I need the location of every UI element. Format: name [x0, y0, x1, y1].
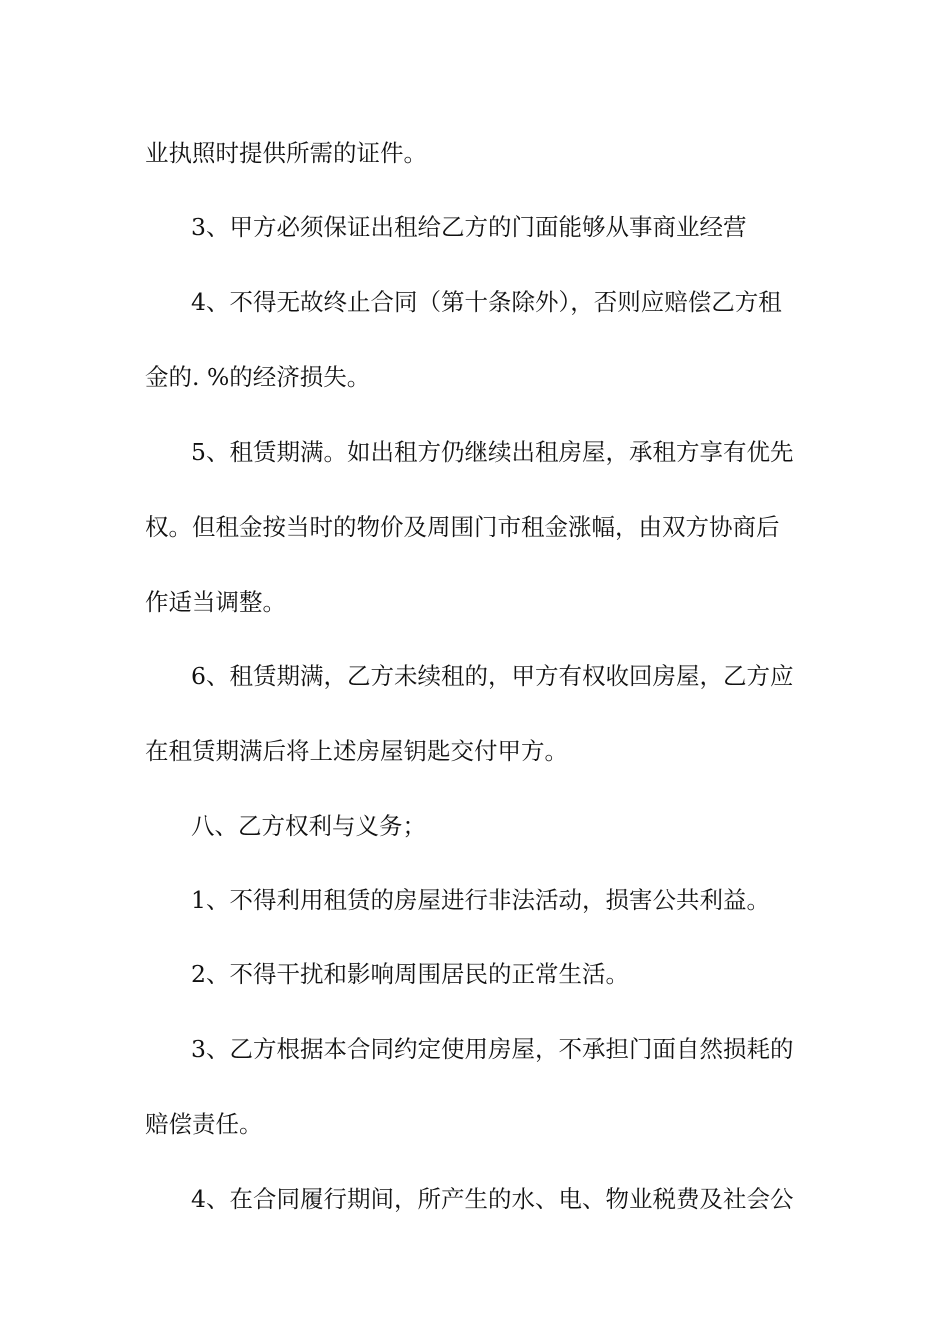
text-line: 赔偿责任。: [145, 1110, 263, 1138]
text-line: 在租赁期满后将上述房屋钥匙交付甲方。: [145, 737, 568, 765]
text-line: 4、在合同履行期间，所产生的水、电、物业税费及社会公: [191, 1185, 794, 1213]
text-line: 金的. %的经济损失。: [145, 363, 371, 391]
text-line: 2、不得干扰和影响周围居民的正常生活。: [191, 960, 629, 988]
text-line: 5、租赁期满。如出租方仍继续出租房屋，承租方享有优先: [191, 438, 794, 466]
text-line: 权。但租金按当时的物价及周围门市租金涨幅，由双方协商后: [145, 513, 780, 541]
text-line: 4、不得无故终止合同（第十条除外），否则应赔偿乙方租: [191, 288, 782, 316]
text-line: 作适当调整。: [145, 588, 286, 616]
text-line: 业执照时提供所需的证件。: [145, 139, 427, 167]
text-line: 6、租赁期满，乙方未续租的，甲方有权收回房屋，乙方应: [191, 662, 794, 690]
text-line: 3、乙方根据本合同约定使用房屋，不承担门面自然损耗的: [191, 1035, 794, 1063]
text-line: 1、不得利用租赁的房屋进行非法活动，损害公共利益。: [191, 886, 770, 914]
section-heading: 八、乙方权利与义务；: [191, 812, 426, 840]
text-line: 3、甲方必须保证出租给乙方的门面能够从事商业经营: [191, 213, 747, 241]
